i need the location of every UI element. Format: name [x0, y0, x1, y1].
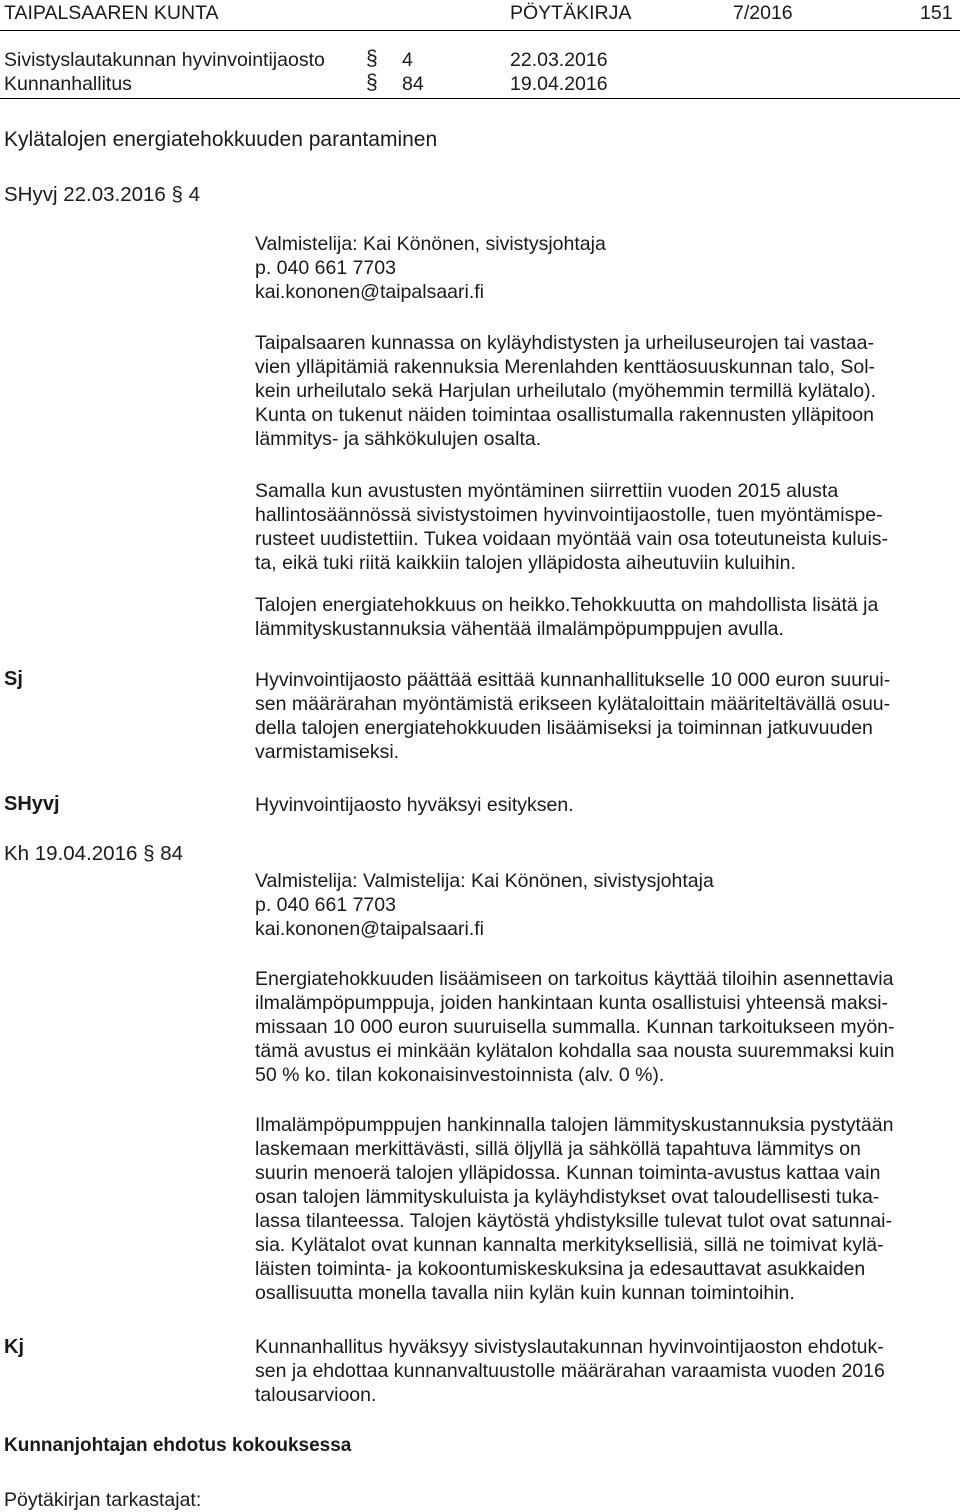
meeting-date: 22.03.2016	[510, 49, 608, 71]
preparer-block	[255, 232, 955, 304]
preparer-name: Valmistelija: Kai Könönen, sivistysjohtaja	[255, 233, 606, 255]
text-line: 50 % ko. tilan kokonaisinvestoinnista (alv. 0 %).	[255, 1064, 665, 1086]
text-line: missaan 10 000 euron suuruisella summalla. Kunnan tarkoitukseen myön-	[255, 1016, 895, 1038]
meeting-number: 84	[402, 73, 424, 95]
preparer-phone: p. 040 661 7703	[255, 257, 396, 279]
text-line: lämmitys- ja sähkökulujen osalta.	[255, 428, 542, 450]
text-line: Energiatehokkuuden lisäämiseen on tarkoitus käyttää tiloihin asennettavia	[255, 968, 894, 990]
preparer-block	[255, 869, 955, 941]
text-line: vien ylläpitämiä rakennuksia Merenlahden kenttäosuuskunnan talo, Sol-	[255, 356, 876, 378]
text-line: hallintosäännössä sivistystoimen hyvinvointijaostolle, tuen myöntämispe-	[255, 504, 883, 526]
text-line: Kunta on tukenut näiden toimintaa osallistumalla rakennusten ylläpitoon	[255, 404, 874, 426]
text-line: Talojen energiatehokkuus on heikko.Tehokkuutta on mahdollista lisätä ja	[255, 594, 879, 616]
paragraph-background	[255, 331, 955, 451]
text-line: rusteet uudistettiin. Tukea voidaan myöntää vain osa toteutuneista kuluis-	[255, 528, 889, 550]
text-line: osan talojen lämmityskuluista ja kyläyhdistykset ovat taloudellisesti tuka-	[255, 1186, 880, 1208]
section-sign: §	[143, 842, 155, 865]
text-line: della talojen energiatehokkuuden lisäämiseksi ja toiminnan jatkuvuuden	[255, 717, 873, 739]
text-line: laskemaan merkittävästi, sillä öljyllä ja sähköllä tapahtuva lämmitys on	[255, 1138, 861, 1160]
text-line: Ilmalämpöpumppujen hankinnalla talojen lämmityskustannuksia pystytään	[255, 1114, 894, 1136]
text-line: ta, eikä tuki riitä kaikkiin talojen ylläpidosta aiheutuviin kuluihin.	[255, 552, 796, 574]
text-line: sen ja ehdottaa kunnanvaltuustolle määrärahan varaamista vuoden 2016	[255, 1360, 885, 1382]
meeting-date: 19.04.2016	[510, 73, 608, 95]
sj-label: Sj	[4, 668, 23, 690]
kh-reference	[4, 842, 183, 866]
shyvj-reference	[4, 183, 200, 207]
text-line: Hyvinvointijaosto päättää esittää kunnanhallitukselle 10 000 euron suurui-	[255, 669, 891, 691]
section-sign: §	[366, 47, 378, 70]
doc-type: PÖYTÄKIRJA	[510, 2, 632, 24]
section-sign: §	[366, 71, 378, 94]
text-line: talousarvioon.	[255, 1384, 377, 1406]
paragraph-efficiency	[255, 593, 955, 641]
kh-ref-number: 84	[160, 842, 183, 865]
text-line: läisten toiminta- ja kokoontumiskeskuksina ja edesauttavat asukkaiden	[255, 1258, 866, 1280]
text-line: sen määrärahan myöntämistä erikseen kylätaloittain määriteltävällä osuu-	[255, 693, 891, 715]
shyvj-label: SHyvj	[4, 793, 60, 815]
meeting-number: 4	[402, 49, 413, 71]
header-divider	[0, 30, 960, 31]
kj-proposal	[255, 1335, 955, 1407]
text-line: lämmityskustannuksia vähentää ilmalämpöpumppujen avulla.	[255, 618, 784, 640]
text-line: ilmalämpöpumppuja, joiden hankintaan kunta osallistuisi yhteensä maksi-	[255, 992, 889, 1014]
meeting-body: Sivistyslautakunnan hyvinvointijaosto	[4, 49, 325, 71]
text-line: Kunnanhallitus hyväksyy sivistyslautakunnan hyvinvointijaoston ehdotuk-	[255, 1336, 884, 1358]
doc-number: 7/2016	[733, 2, 793, 24]
text-line: Samalla kun avustusten myöntäminen siirrettiin vuoden 2015 alusta	[255, 480, 839, 502]
paragraph-justification	[255, 1113, 955, 1305]
meetings-divider	[0, 98, 960, 99]
shyvj-ref-number: 4	[188, 183, 201, 206]
text-line: varmistamiseksi.	[255, 741, 400, 763]
sj-proposal	[255, 668, 955, 764]
preparer-phone: p. 040 661 7703	[255, 894, 396, 916]
kh-ref-date: Kh 19.04.2016	[4, 842, 138, 865]
org-name: TAIPALSAAREN KUNTA	[4, 2, 219, 24]
shyvj-ref-date: SHyvj 22.03.2016	[4, 183, 166, 206]
preparer-name: Valmistelija: Valmistelija: Kai Könönen, sivistysjohtaja	[255, 870, 714, 892]
text-line: sia. Kylätalot ovat kunnan kannalta merkityksellisiä, sillä ne toimivat kylä-	[255, 1234, 884, 1256]
paragraph-heatpumps	[255, 967, 955, 1087]
shyvj-decision: Hyvinvointijaosto hyväksyi esityksen.	[255, 794, 574, 816]
preparer-email: kai.kononen@taipalsaari.fi	[255, 281, 485, 303]
text-line: osallisuutta monella tavalla niin kylän kuin kunnan toimintoihin.	[255, 1282, 795, 1304]
preparer-email: kai.kononen@taipalsaari.fi	[255, 918, 485, 940]
text-line: kein urheilutalo sekä Harjulan urheilutalo (myöhemmin termillä kylätalo).	[255, 380, 877, 402]
text-line: tämä avustus ei minkään kylätalon kohdalla saa nousta suuremmaksi kuin	[255, 1040, 895, 1062]
text-line: lassa tilanteessa. Talojen käytöstä yhdistyksille tulevat tulot ovat satunnai-	[255, 1210, 892, 1232]
text-line: Taipalsaaren kunnassa on kyläyhdistysten ja urheiluseurojen tai vastaa-	[255, 332, 874, 354]
kj-label: Kj	[4, 1336, 24, 1358]
page-number: 151	[920, 2, 953, 24]
paragraph-grants	[255, 479, 955, 575]
signature-label: Pöytäkirjan tarkastajat:	[4, 1489, 202, 1511]
footer-heading: Kunnanjohtajan ehdotus kokouksessa	[4, 1435, 352, 1456]
section-sign: §	[171, 183, 183, 206]
page-title: Kylätalojen energiatehokkuuden parantaminen	[4, 128, 438, 151]
meeting-body: Kunnanhallitus	[4, 73, 132, 95]
text-line: suurin menoerä talojen ylläpidossa. Kunnan toiminta-avustus kattaa vain	[255, 1162, 881, 1184]
